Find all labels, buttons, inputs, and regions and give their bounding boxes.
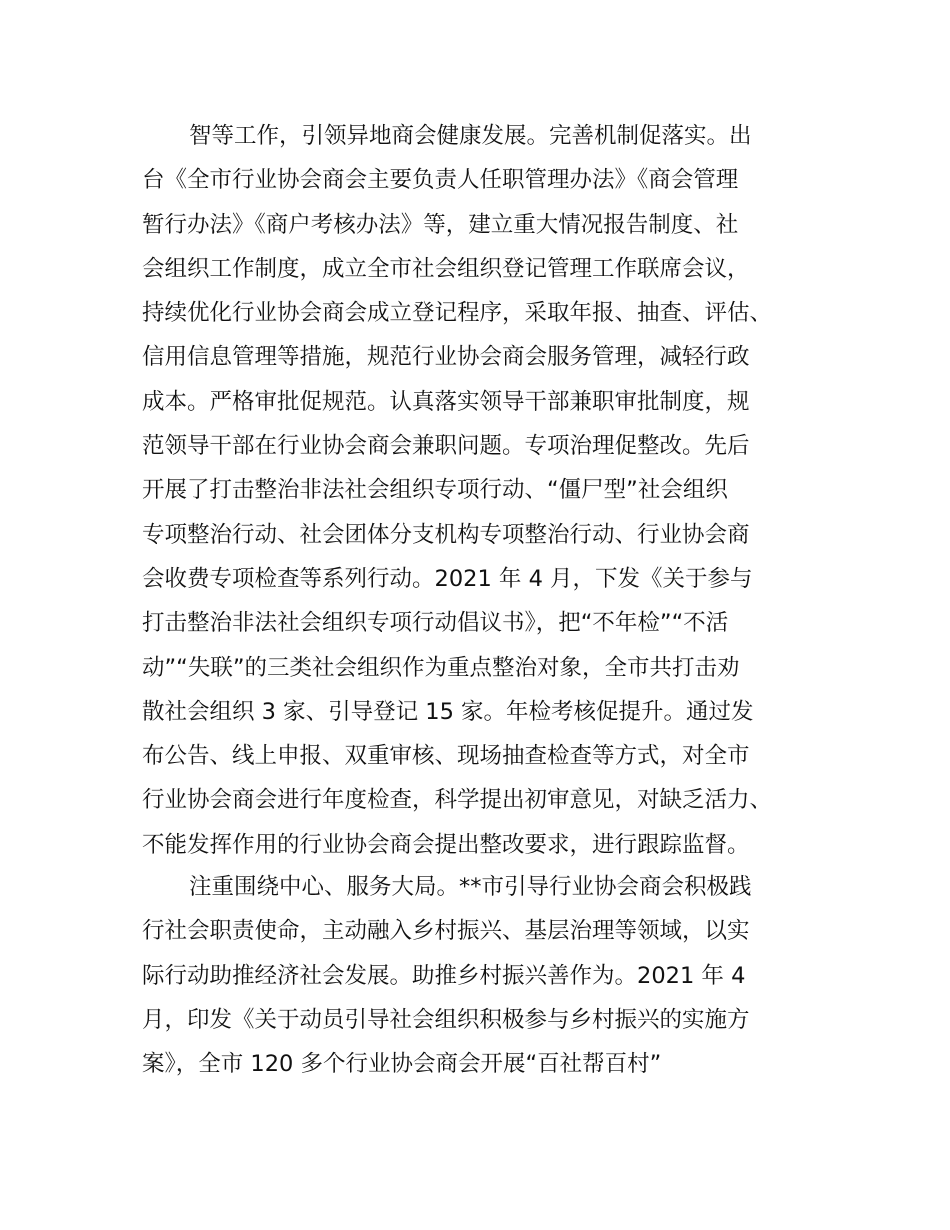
paragraph-line: 不能发挥作用的行业协会商会提出整改要求，进行跟踪监督。: [142, 831, 750, 858]
paragraph-2: [142, 865, 822, 1086]
paragraph-line: 行业协会商会进行年度检查，科学提出初审意见，对缺乏活力、: [142, 787, 773, 814]
paragraph-line: 持续优化行业协会商会成立登记程序，采取年报、抽查、评估、: [142, 300, 773, 327]
paragraph-line: 案》，全市 120 多个行业协会商会开展“百社帮百村”: [142, 1051, 662, 1078]
paragraph-line: 布公告、线上申报、双重审核、现场抽查检查等方式，对全市: [142, 743, 750, 770]
paragraph-line: 际行动助推经济社会发展。助推乡村振兴善作为。2021 年 4: [142, 962, 746, 989]
paragraph-line: 开展了打击整治非法社会组织专项行动、“僵尸型”社会组织: [142, 477, 728, 504]
paragraph-line: 会收费专项检查等系列行动。2021 年 4 月，下发《关于参与: [142, 565, 753, 592]
paragraph-line: 月，印发《关于动员引导社会组织积极参与乡村振兴的实施方: [142, 1006, 750, 1033]
paragraph-1: [142, 114, 822, 867]
paragraph-line: 注重围绕中心、服务大局。**市引导行业协会商会积极践: [189, 874, 752, 900]
paragraph-line: 范领导干部在行业协会商会兼职问题。专项治理促整改。先后: [142, 433, 750, 460]
paragraph-line: 专项整治行动、社会团体分支机构专项整治行动、行业协会商: [142, 521, 750, 548]
paragraph-line: 散社会组织 3 家、引导登记 15 家。年检考核促提升。通过发: [142, 698, 754, 725]
paragraph-line: 行社会职责使命，主动融入乡村振兴、基层治理等领域，以实: [142, 918, 750, 945]
paragraph-line: 动”“失联”的三类社会组织作为重点整治对象，全市共打击劝: [142, 654, 740, 681]
paragraph-line: 打击整治非法社会组织专项行动倡议书》，把“不年检”“不活: [142, 610, 729, 637]
paragraph-line: 台《全市行业协会商会主要负责人任职管理办法》《商会管理: [142, 167, 739, 194]
paragraph-line: 信用信息管理等措施，规范行业协会商会服务管理，减轻行政: [142, 344, 750, 371]
paragraph-line: 智等工作，引领异地商会健康发展。完善机制促落实。出: [189, 123, 752, 149]
paragraph-line: 会组织工作制度，成立全市社会组织登记管理工作联席会议，: [142, 255, 750, 282]
paragraph-line: 成本。严格审批促规范。认真落实领导干部兼职审批制度，规: [142, 388, 750, 415]
paragraph-line: 暂行办法》《商户考核办法》等，建立重大情况报告制度、社: [142, 211, 739, 238]
